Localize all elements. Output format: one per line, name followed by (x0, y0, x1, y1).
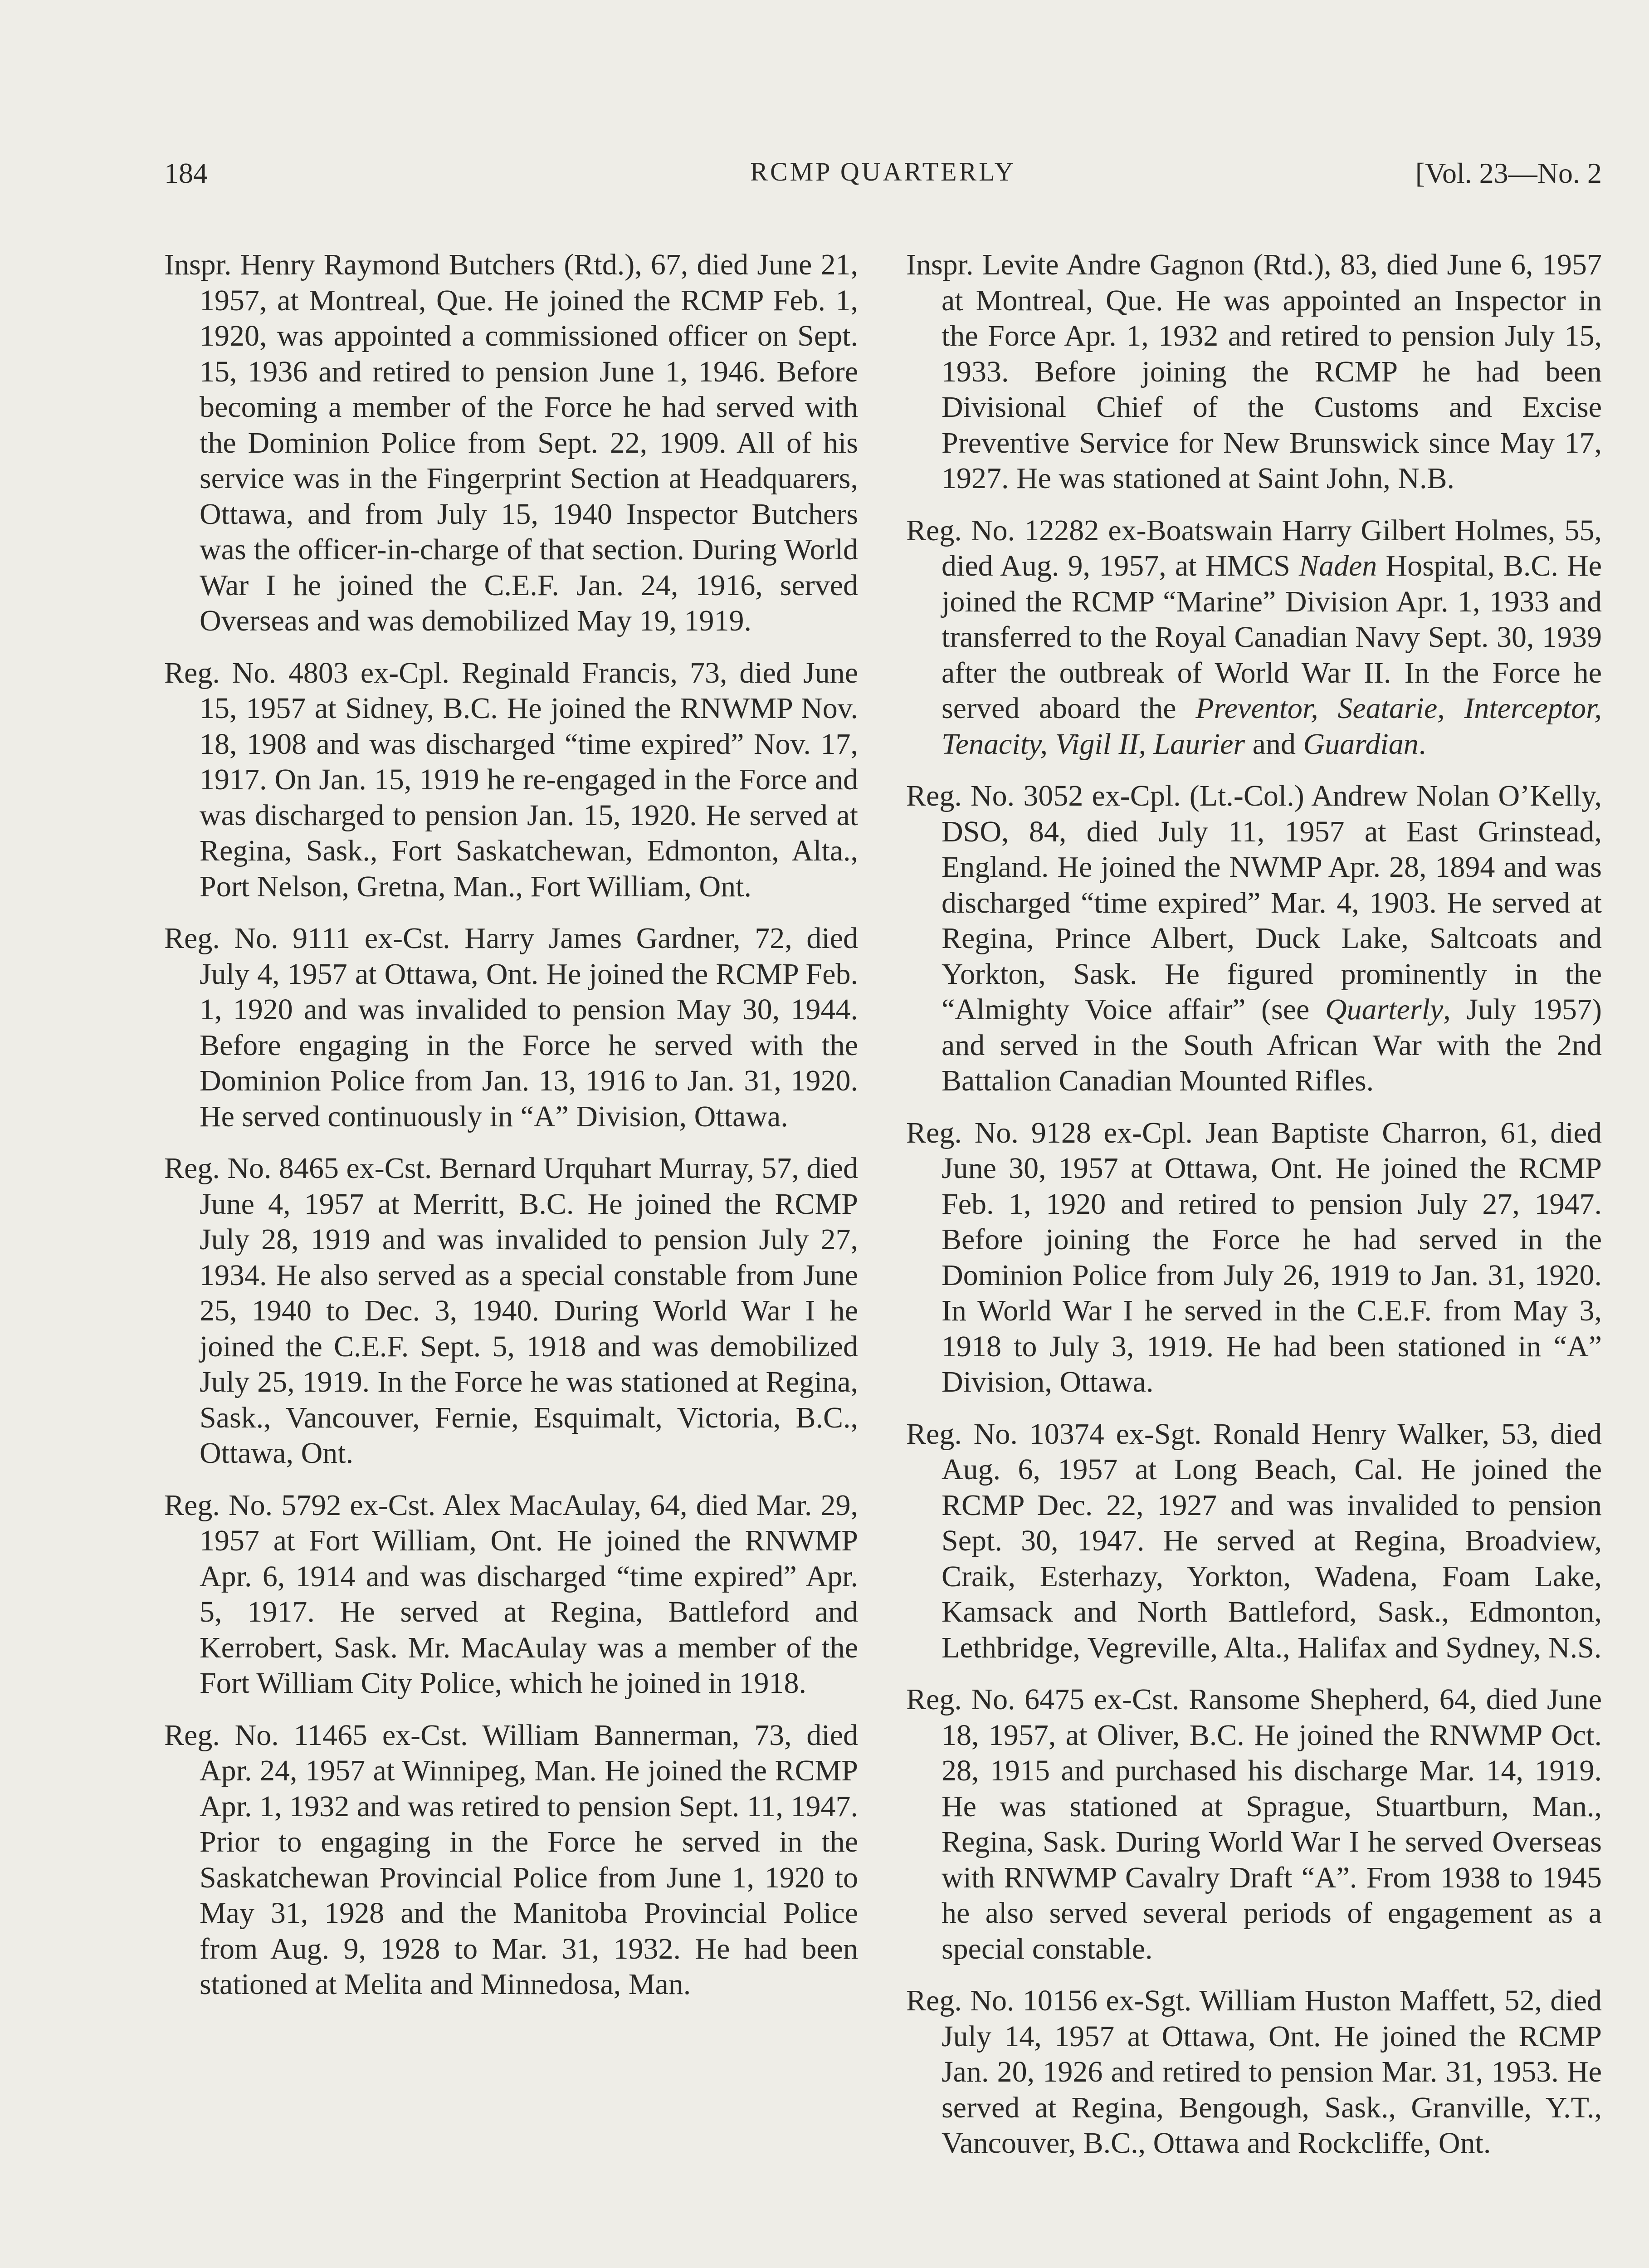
volume-label: [Vol. 23—No. 2 (1415, 157, 1602, 189)
obituary-entry (906, 513, 1602, 763)
obituary-entry: Reg. No. 4803 ex-Cpl. Reginald Francis, 73, died June 15, 1957 at Sidney, B.C. He joined the RNWMP Nov. 18, 1908 and was discharged “time expired” Nov. 17, 1917. On Jan. 15, 1919 he re-engaged in the Force and was discharged to pension Jan. 15, 1920. He served at Regina, Sask., Fort Saskatchewan, Edmonton, Alta., Port Nelson, Gretna, Man., Fort William, Ont. (164, 656, 858, 903)
obituary-entry (906, 778, 1602, 1099)
left-column (164, 247, 858, 2019)
entry-text: Hospital, B.C. He joined the RCMP “Marine” Division Apr. 1, 1933 and transferred to the Royal Canadian Navy Sept. 30, 1939 after the outbreak of World War II. In the Force he served aboard the (942, 549, 1602, 725)
page-header (164, 156, 1602, 206)
vessel-name: Guardian (1303, 727, 1419, 761)
obituary-entry: Reg. No. 11465 ex-Cst. William Bannerman, 73, died Apr. 24, 1957 at Winnipeg, Man. He joined the RCMP Apr. 1, 1932 and was retired to pension Sept. 11, 1947. Prior to engaging in the Force he served in the Saskatchewan Provincial Police from June 1, 1920 to May 31, 1928 and the Manitoba Provincial Police from Aug. 9, 1928 to Mar. 31, 1932. He had been stationed at Melita and Minnedosa, Man. (164, 1718, 858, 2001)
obituary-entry: Reg. No. 9128 ex-Cpl. Jean Baptiste Charron, 61, died June 30, 1957 at Ottawa, Ont. He joined the RCMP Feb. 1, 1920 and retired to pension July 27, 1947. Before joining the Force he had served in the Dominion Police from July 26, 1919 to Jan. 31, 1920. In World War I he served in the C.E.F. from May 3, 1918 to July 3, 1919. He had been stationed in “A” Division, Ottawa. (906, 1116, 1602, 1398)
obituary-entry: Reg. No. 10374 ex-Sgt. Ronald Henry Walker, 53, died Aug. 6, 1957 at Long Beach, Cal. He joined the RCMP Dec. 22, 1927 and was invalided to pension Sept. 30, 1947. He served at Regina, Broadview, Craik, Esterhazy, Yorkton, Wadena, Foam Lake, Kamsack and North Battleford, Sask., Edmonton, Lethbridge, Vegreville, Alta., Halifax and Sydney, N.S. (906, 1417, 1602, 1664)
page-number: 184 (164, 157, 208, 189)
entry-text: and (1245, 727, 1303, 761)
obituary-entry: Reg. No. 8465 ex-Cst. Bernard Urquhart Murray, 57, died June 4, 1957 at Merritt, B.C. He joined the RCMP July 28, 1919 and was invalided to pension July 27, 1934. He also served as a special constable from June 25, 1940 to Dec. 3, 1940. During World War I he joined the C.E.F. Sept. 5, 1918 and was demobilized July 25, 1919. In the Force he was stationed at Regina, Sask., Vancouver, Fernie, Esquimalt, Victoria, B.C., Ottawa, Ont. (164, 1152, 858, 1470)
vessel-names: Preventor, Seatarie, Interceptor, Tenacity, Vigil II, Laurier (942, 692, 1602, 761)
obituary-entry: Reg. No. 6475 ex-Cst. Ransome Shepherd, 64, died June 18, 1957, at Oliver, B.C. He joined the RNWMP Oct. 28, 1915 and purchased his discharge Mar. 14, 1919. He was stationed at Sprague, Stuartburn, Man., Regina, Sask. During World War I he served Overseas with RNWMP Cavalry Draft “A”. From 1938 to 1945 he also served several periods of engagement as a special constable. (906, 1683, 1602, 1965)
obituary-entry: Reg. No. 5792 ex-Cst. Alex MacAulay, 64, died Mar. 29, 1957 at Fort William, Ont. He joined the RNWMP Apr. 6, 1914 and was discharged “time expired” Apr. 5, 1917. He served at Regina, Battleford and Kerrobert, Sask. Mr. MacAulay was a member of the Fort William City Police, which he joined in 1918. (164, 1488, 858, 1700)
entry-text: Reg. No. 12282 ex-Boatswain Harry Gilbert Holmes, 55, died Aug. 9, 1957, at HMCS (906, 513, 1602, 582)
entry-text: Reg. No. 3052 ex-Cpl. (Lt.-Col.) Andrew Nolan O’Kelly, DSO, 84, died July 11, 1957 at East Grinstead, England. He joined the NWMP Apr. 28, 1894 and was discharged “time expired” Mar. 4, 1903. He served at Regina, Prince Albert, Duck Lake, Saltcoats and Yorkton, Sask. He figured prominently in the “Almighty Voice affair” (see (906, 779, 1602, 1026)
obituary-entry: Inspr. Henry Raymond Butchers (Rtd.), 67, died June 21, 1957, at Montreal, Que. He joined the RCMP Feb. 1, 1920, was appointed a commissioned officer on Sept. 15, 1936 and retired to pension June 1, 1946. Before becoming a member of the Force he had served with the Dominion Police from Sept. 22, 1909. All of his service was in the Fingerprint Section at Headquarers, Ottawa, and from July 15, 1940 Inspector Butchers was the officer-in-charge of that section. During World War I he joined the C.E.F. Jan. 24, 1916, served Overseas and was demobilized May 19, 1919. (164, 248, 858, 637)
right-column (906, 247, 1602, 2178)
obituary-entry: Reg. No. 9111 ex-Cst. Harry James Gardner, 72, died July 4, 1957 at Ottawa, Ont. He joined the RCMP Feb. 1, 1920 and was invalided to pension May 30, 1944. Before engaging in the Force he served with the Dominion Police from Jan. 13, 1916 to Jan. 31, 1920. He served continuously in “A” Division, Ottawa. (164, 922, 858, 1133)
entry-text: . (1418, 727, 1426, 761)
entry-text: , July 1957) and served in the South African War with the 2nd Battalion Canadian Mounted Rifles. (942, 993, 1602, 1097)
obituary-entry: Inspr. Levite Andre Gagnon (Rtd.), 83, died June 6, 1957 at Montreal, Que. He was appointed an Inspector in the Force Apr. 1, 1932 and retired to pension July 15, 1933. Before joining the RCMP he had been Divisional Chief of the Customs and Excise Preventive Service for New Brunswick since May 17, 1927. He was stationed at Saint John, N.B. (906, 248, 1602, 495)
journal-title: RCMP QUARTERLY (750, 157, 1016, 186)
publication-name: Quarterly (1325, 993, 1444, 1026)
obituary-entry: Reg. No. 10156 ex-Sgt. William Huston Maffett, 52, died July 14, 1957 at Ottawa, Ont. He joined the RCMP Jan. 20, 1926 and retired to pension Mar. 31, 1953. He served at Regina, Bengough, Sask., Granville, Y.T., Vancouver, B.C., Ottawa and Rockcliffe, Ont. (906, 1984, 1602, 2160)
ship-name: Naden (1298, 549, 1377, 582)
